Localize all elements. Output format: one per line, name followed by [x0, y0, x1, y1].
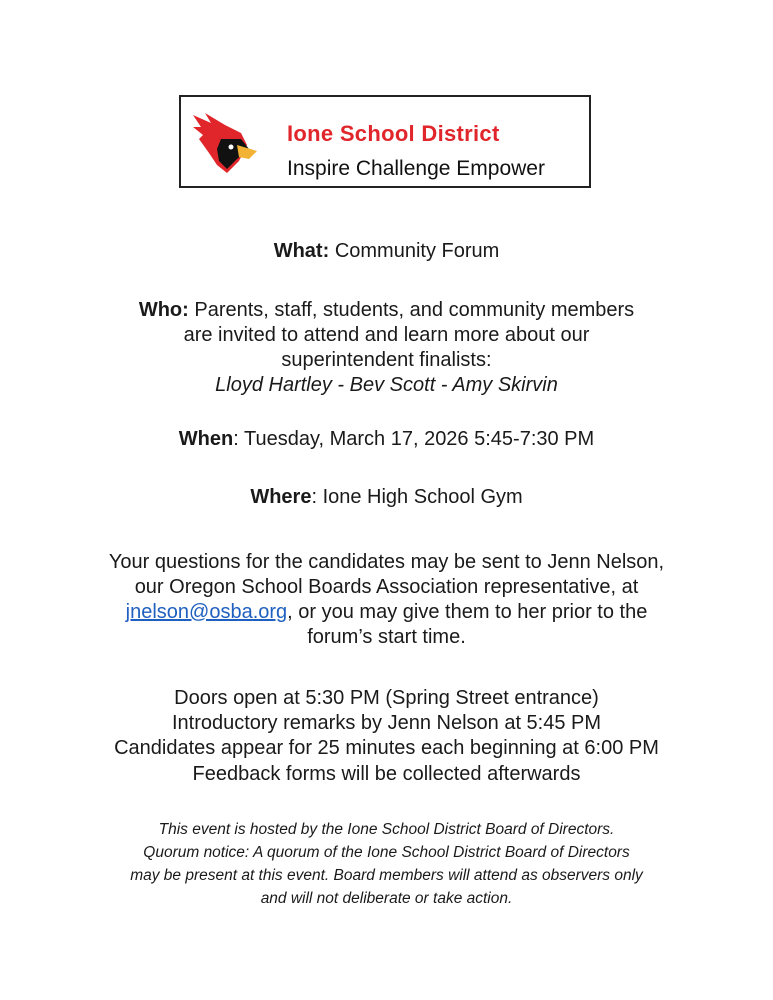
what-label: What: [273, 240, 330, 262]
finalists: Lloyd Hartley - Bev Scott - Amy Skirvin [215, 374, 558, 396]
notice-line: Quorum notice: A quorum of the Ione School District Board of Directors [143, 844, 630, 861]
when-label: When [178, 428, 234, 450]
email-link[interactable]: jnelson@osba.org [125, 601, 288, 623]
district-logo-banner [179, 95, 591, 188]
where-line [0, 485, 773, 509]
schedule-item: Candidates appear for 25 minutes each beginning at 6:00 PM [114, 737, 659, 759]
who-line-3: superintendent finalists: [281, 349, 492, 371]
who-line [0, 298, 773, 322]
schedule-item: Feedback forms will be collected afterwards [192, 763, 581, 785]
where-value: : Ione High School Gym [311, 486, 523, 508]
when-value: : Tuesday, March 17, 2026 5:45-7:30 PM [233, 428, 595, 450]
where-label: Where [250, 486, 312, 508]
notice-line: This event is hosted by the Ione School District Board of Directors. [158, 821, 615, 838]
what-line [0, 239, 773, 263]
when-line [0, 427, 773, 451]
what-value: Community Forum [334, 240, 500, 262]
questions-line-2: our Oregon School Boards Association representative, at [134, 576, 639, 598]
cardinal-mascot-icon [191, 109, 257, 175]
who-label: Who: [138, 299, 189, 321]
schedule-item: Introductory remarks by Jenn Nelson at 5:45 PM [171, 712, 602, 734]
who-text: Parents, staff, students, and community members [194, 299, 635, 321]
district-name: Ione School District [287, 121, 500, 146]
questions-line-3 [0, 600, 773, 624]
notice-line: may be present at this event. Board members will attend as observers only [130, 867, 643, 884]
district-motto: Inspire Challenge Empower [287, 157, 545, 180]
who-line-2: are invited to attend and learn more about our [183, 324, 590, 346]
questions-text: , or you may give them to her prior to the [287, 601, 648, 623]
notice-line: and will not deliberate or take action. [260, 890, 513, 907]
questions-line-1: Your questions for the candidates may be sent to Jenn Nelson, [108, 551, 665, 573]
schedule-item: Doors open at 5:30 PM (Spring Street entrance) [174, 687, 599, 709]
questions-line-4: forum’s start time. [307, 626, 466, 648]
